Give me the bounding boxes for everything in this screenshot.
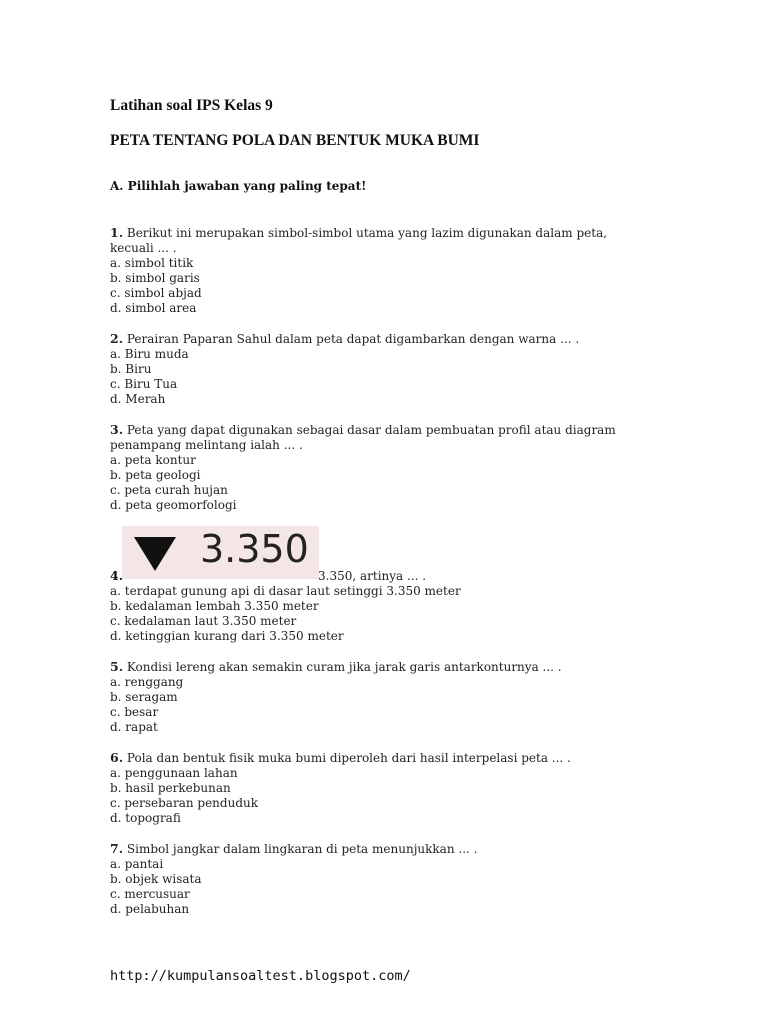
question-stem bbox=[110, 659, 630, 675]
option-d: d. ketinggian kurang dari 3.350 meter bbox=[110, 629, 344, 643]
option-a: a. penggunaan lahan bbox=[110, 766, 238, 780]
question-number: 3. bbox=[110, 422, 124, 437]
option-a: a. simbol titik bbox=[110, 256, 194, 270]
document-subtitle: PETA TENTANG POLA DAN BENTUK MUKA BUMI bbox=[110, 132, 480, 149]
question-text: Berikut ini merupakan simbol-simbol utama yang lazim digunakan dalam peta, kecuali ... . bbox=[110, 226, 608, 255]
question-5 bbox=[110, 659, 630, 735]
option-d: d. pelabuhan bbox=[110, 902, 190, 916]
option-d: d. topografi bbox=[110, 811, 181, 825]
option-b: b. simbol garis bbox=[110, 271, 200, 285]
option-a: a. peta kontur bbox=[110, 453, 196, 467]
option-c: c. mercusuar bbox=[110, 887, 190, 901]
question-stem bbox=[110, 331, 630, 347]
option-c: c. simbol abjad bbox=[110, 286, 202, 300]
question-text: Kondisi lereng akan semakin curam jika jarak garis antarkonturnya ... . bbox=[126, 660, 562, 674]
section-heading: A. Pilihlah jawaban yang paling tepat! bbox=[110, 179, 367, 193]
option-a: a. pantai bbox=[110, 857, 164, 871]
option-d: d. Merah bbox=[110, 392, 166, 406]
option-b: b. peta geologi bbox=[110, 468, 201, 482]
question-stem bbox=[110, 422, 630, 453]
option-b: b. Biru bbox=[110, 362, 152, 376]
option-c: c. Biru Tua bbox=[110, 377, 178, 391]
option-c: c. besar bbox=[110, 705, 159, 719]
option-b: b. objek wisata bbox=[110, 872, 202, 886]
option-c: c. kedalaman laut 3.350 meter bbox=[110, 614, 297, 628]
footer-url: http://kumpulansoaltest.blogspot.com/ bbox=[110, 968, 411, 984]
question-text: Peta yang dapat digunakan sebagai dasar dalam pembuatan profil atau diagram penampang melintang ialah ... . bbox=[110, 423, 616, 452]
question-number: 4. bbox=[110, 568, 124, 583]
question-text: Perairan Paparan Sahul dalam peta dapat digambarkan dengan warna ... . bbox=[126, 332, 580, 346]
question-number: 7. bbox=[110, 841, 124, 856]
symbol-value: 3.350 bbox=[200, 527, 309, 571]
question-number: 1. bbox=[110, 225, 124, 240]
question-stem bbox=[110, 841, 630, 857]
option-d: d. simbol area bbox=[110, 301, 197, 315]
question-7 bbox=[110, 841, 630, 917]
option-a: a. terdapat gunung api di dasar laut setinggi 3.350 meter bbox=[110, 584, 461, 598]
option-c: c. peta curah hujan bbox=[110, 483, 228, 497]
question-text: Simbol jangkar dalam lingkaran di peta menunjukkan ... . bbox=[126, 842, 478, 856]
option-b: b. seragam bbox=[110, 690, 178, 704]
option-b: b. kedalaman lembah 3.350 meter bbox=[110, 599, 319, 613]
question-6 bbox=[110, 750, 630, 826]
question-text: 3.350, artinya ... . bbox=[318, 569, 427, 583]
down-triangle-icon bbox=[134, 537, 176, 571]
question-number: 5. bbox=[110, 659, 124, 674]
option-d: d. rapat bbox=[110, 720, 158, 734]
question-stem bbox=[110, 750, 630, 766]
question-number: 6. bbox=[110, 750, 124, 765]
option-b: b. hasil perkebunan bbox=[110, 781, 231, 795]
question-1 bbox=[110, 225, 630, 316]
question-number: 2. bbox=[110, 331, 124, 346]
question-2 bbox=[110, 331, 630, 407]
option-c: c. persebaran penduduk bbox=[110, 796, 259, 810]
option-a: a. renggang bbox=[110, 675, 184, 689]
document-title: Latihan soal IPS Kelas 9 bbox=[110, 97, 273, 114]
question-stem bbox=[110, 225, 630, 256]
question-4-options bbox=[110, 584, 630, 644]
question-3 bbox=[110, 422, 630, 513]
option-a: a. Biru muda bbox=[110, 347, 189, 361]
depth-symbol-image bbox=[122, 526, 319, 579]
question-text: Pola dan bentuk fisik muka bumi diperoleh dari hasil interpelasi peta ... . bbox=[126, 751, 571, 765]
option-d: d. peta geomorfologi bbox=[110, 498, 237, 512]
